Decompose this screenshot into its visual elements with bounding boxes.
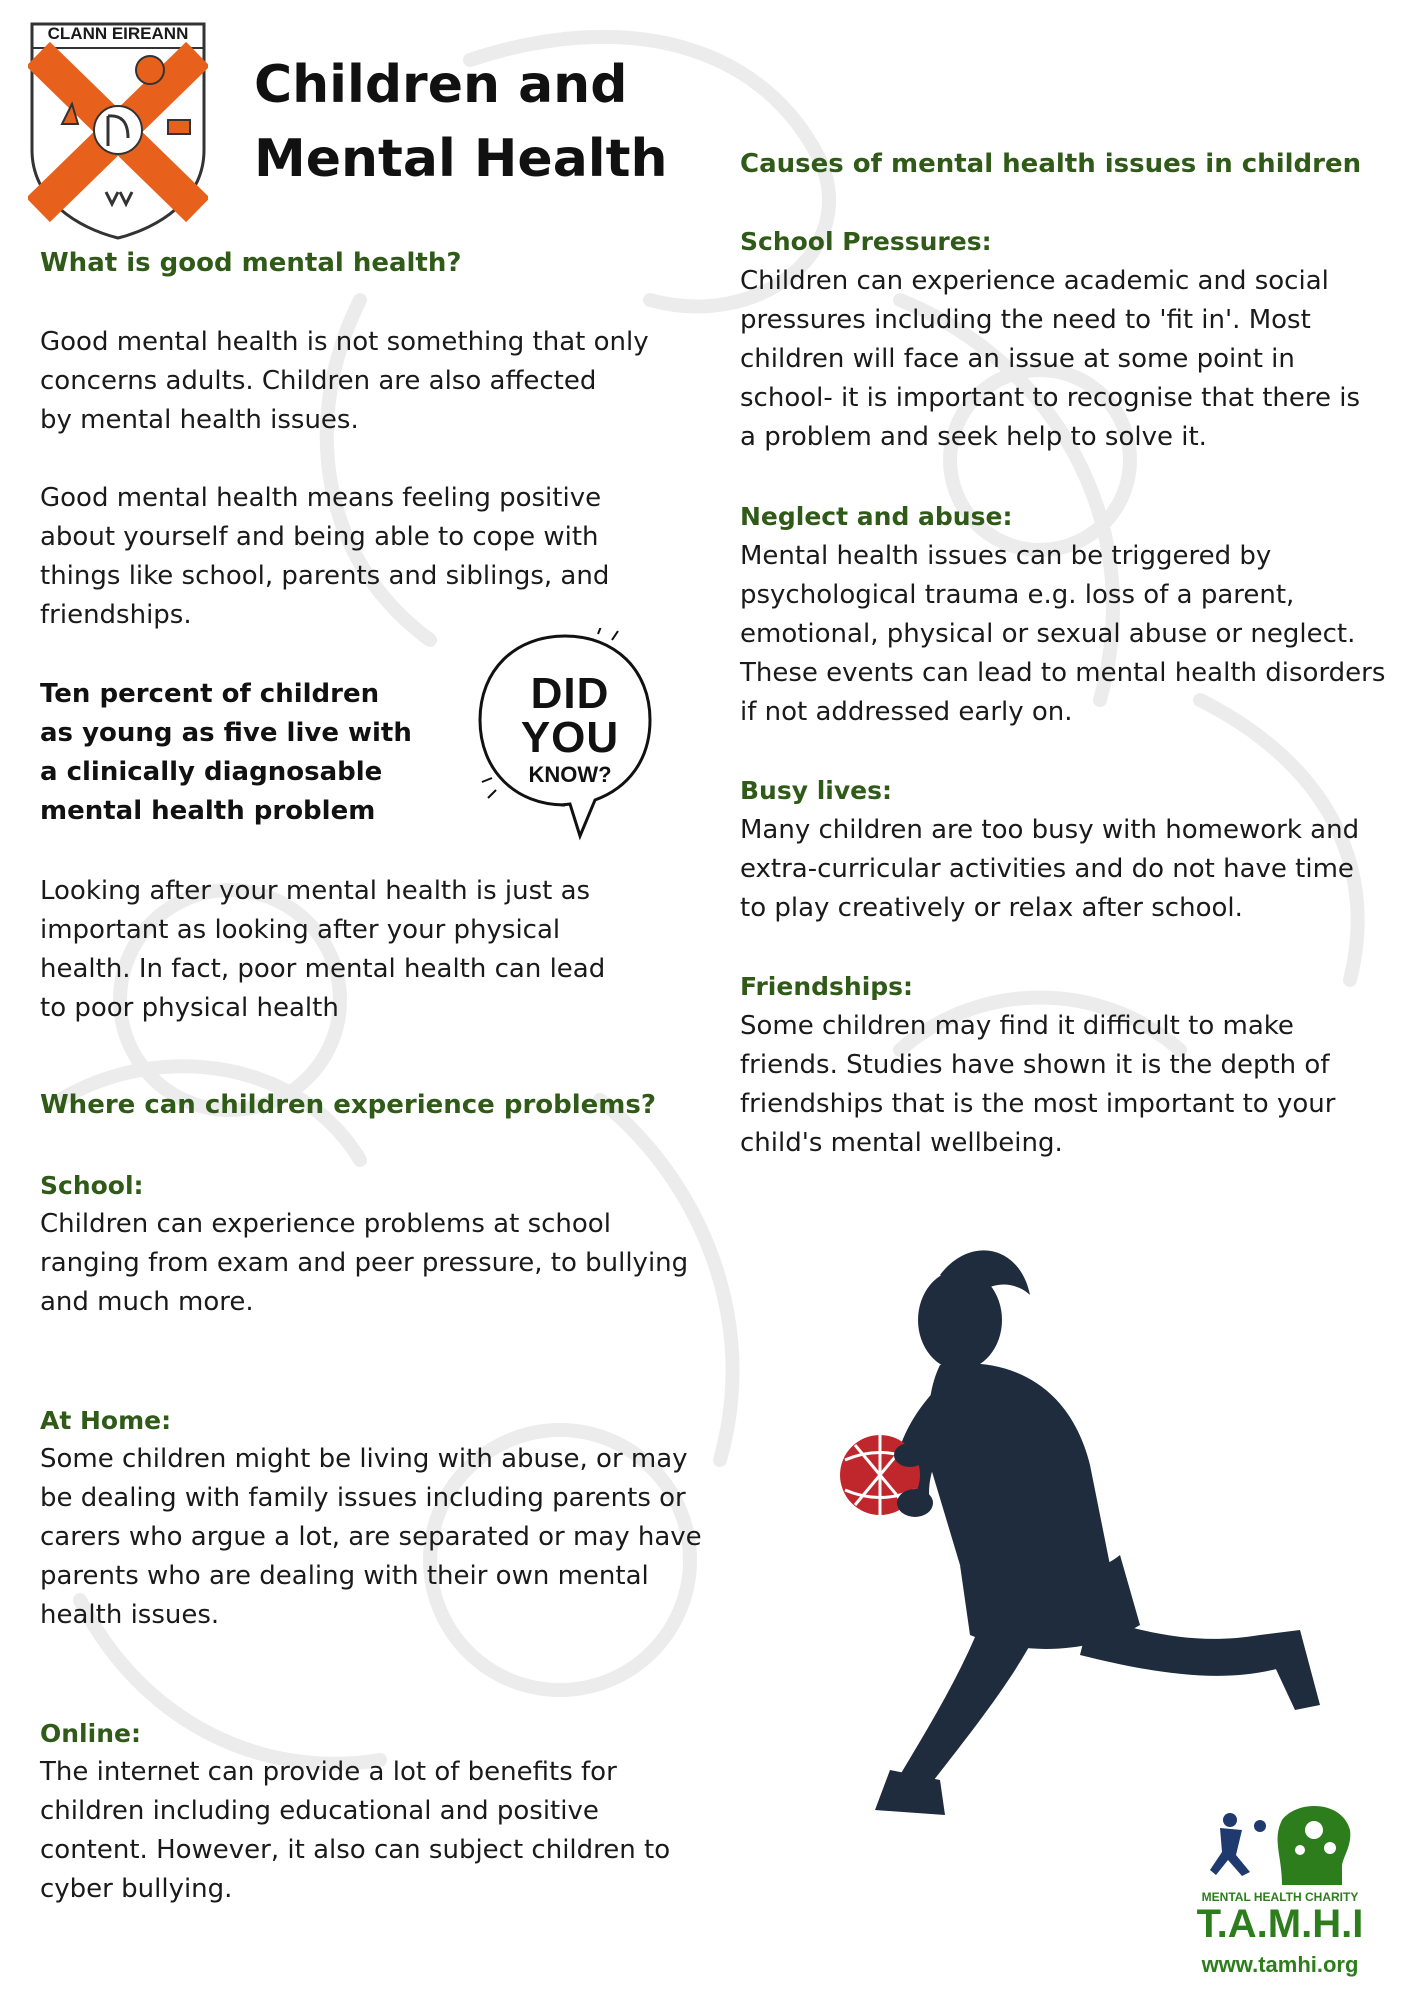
home-text: Some children might be living with abuse, or may be dealing with family issues including parents or carers who argue a lot, are separated or may have parents who are dealing with their own mental health issues. [40,1444,702,1630]
logo-url-link[interactable]: www.tamhi.org [1201,1952,1359,1977]
neglect-text: Mental health issues can be triggered by psychological trauma e.g. loss of a parent, emotional, physical or sexual abuse or neglect. These events can lead to mental health disorders if not addressed early on. [740,541,1386,727]
logo-tagline: MENTAL HEALTH CHARITY [1201,1890,1359,1904]
intro-paragraph-1: Good mental health is not something that only concerns adults. Children are also affected by mental health issues. [40,327,649,435]
home-title: At Home: [40,1406,172,1435]
did-you-know-line2: YOU [520,713,620,762]
good-mental-health-heading: What is good mental health? [40,248,462,278]
friendships-title: Friendships: [740,972,914,1001]
did-you-know-line3: KNOW? [528,762,612,787]
causes-heading: Causes of mental health issues in children [740,149,1362,179]
statistic-callout: Ten percent of children as young as five live with a clinically diagnosable mental health problem [40,679,412,826]
shield-icon [28,20,208,242]
school-pressures-text: Children can experience academic and social pressures including the need to 'fit in'. Most children will face an issue at some point in school- it is important to recognise that there is a problem and seek help to solve it. [740,266,1361,452]
intro-paragraph-3: Looking after your mental health is just as important as looking after your physical health. In fact, poor mental health can lead to poor physical health [40,876,606,1023]
where-problems-heading: Where can children experience problems? [40,1090,656,1120]
neglect-title: Neglect and abuse: [740,502,1013,531]
crest-label: CLANN EIREANN [47,24,189,43]
busy-lives-title: Busy lives: [740,776,893,805]
school-text: Children can experience problems at school ranging from exam and peer pressure, to bullying and much more. [40,1209,689,1317]
school-title: School: [40,1171,144,1200]
page-title: Children and Mental Health [254,55,668,189]
logo-name: T.A.M.H.I [1196,1902,1364,1946]
intro-paragraph-2: Good mental health means feeling positive about yourself and being able to cope with things like school, parents and siblings, and friendships. [40,483,610,630]
friendships-text: Some children may find it difficult to make friends. Studies have shown it is the depth of friendships that is the most important to your child's mental wellbeing. [740,1011,1336,1158]
clann-eireann-crest [28,20,208,242]
did-you-know-line1: DID [530,669,610,718]
head-gears-icon [1202,1800,1352,1890]
football-player-illustration [790,1235,1350,1835]
online-title: Online: [40,1719,141,1748]
online-text: The internet can provide a lot of benefits for children including educational and positive content. However, it also can subject children to cyber bullying. [40,1757,671,1904]
did-you-know-badge [490,669,650,787]
tamhi-logo [1180,1800,1380,1990]
busy-lives-text: Many children are too busy with homework and extra-curricular activities and do not have time to play creatively or relax after school. [740,815,1360,923]
school-pressures-title: School Pressures: [740,227,992,256]
